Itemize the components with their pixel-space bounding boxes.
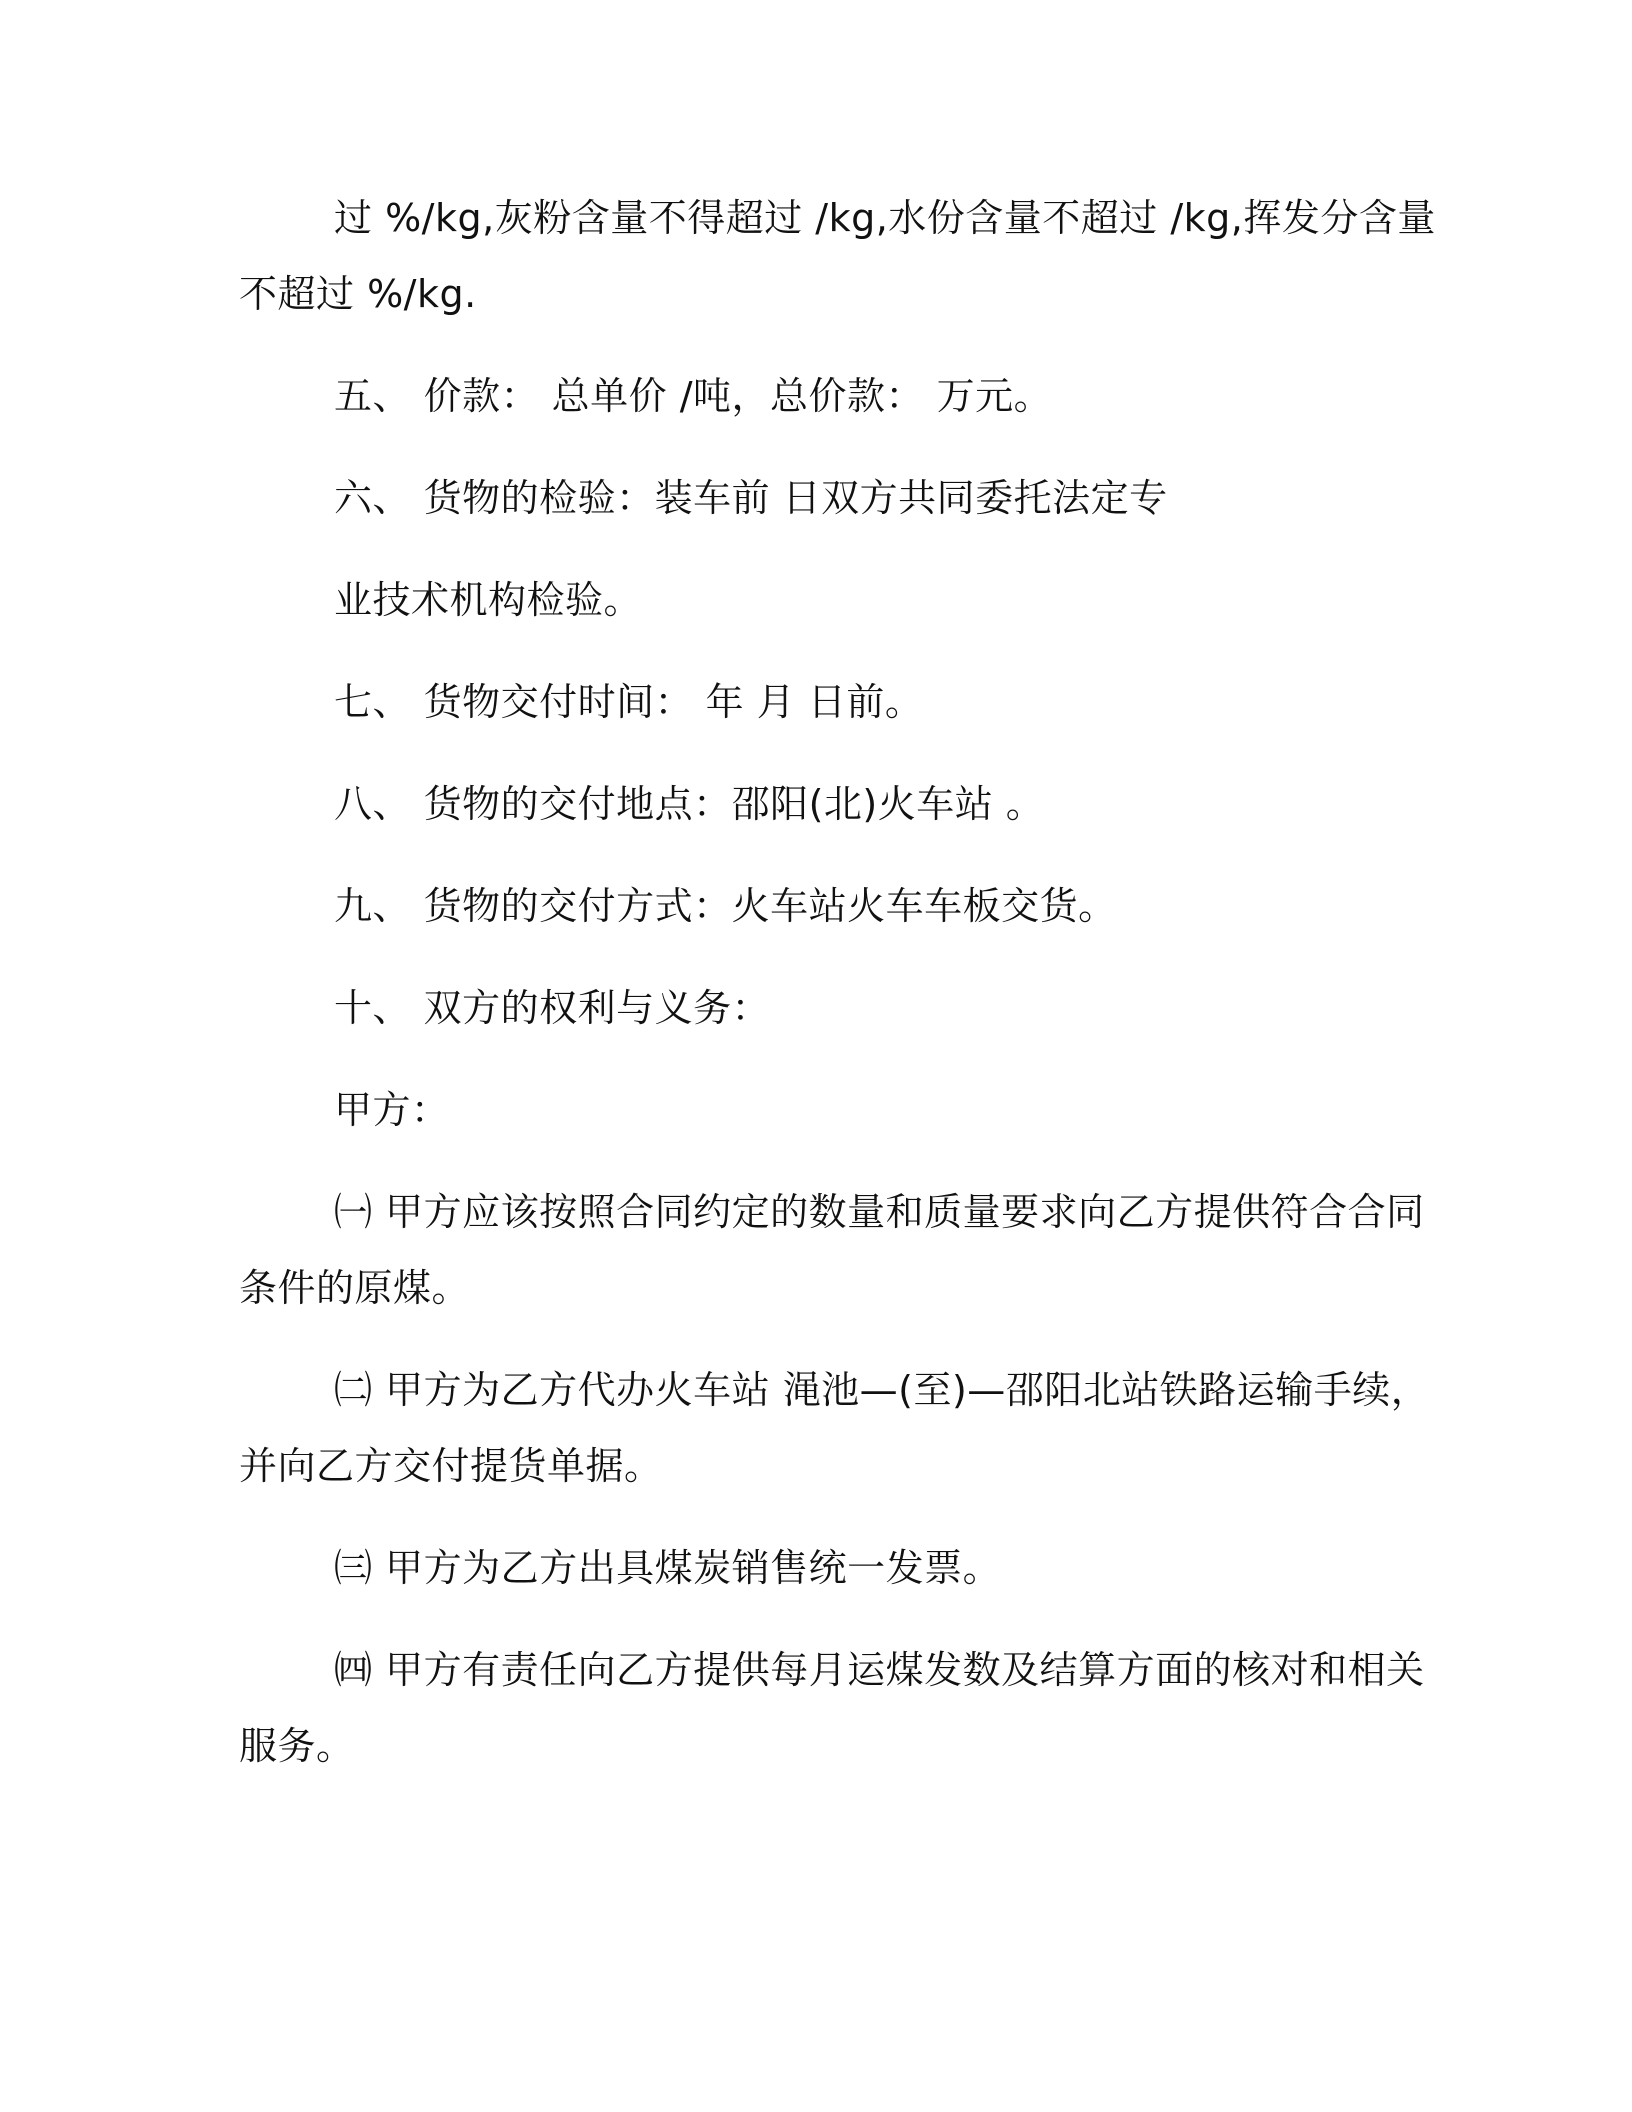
clause-6-inspection: 六、 货物的检验：装车前 日双方共同委托法定专 <box>334 476 1168 520</box>
party-a-item-4-line-1: ㈣ 甲方有责任向乙方提供每月运煤发数及结算方面的核对和相关 <box>334 1648 1425 1692</box>
party-a-item-1-line-2: 条件的原煤。 <box>239 1266 471 1310</box>
clause-7-delivery-time: 七、 货物交付时间： 年 月 日前。 <box>334 680 924 724</box>
clause-5-price: 五、 价款： 总单价 /吨，总价款： 万元。 <box>334 374 1053 418</box>
party-a-item-2-line-1: ㈡ 甲方为乙方代办火车站 渑池—(至)—邵阳北站铁路运输手续， <box>334 1368 1430 1412</box>
party-a-heading: 甲方： <box>334 1088 450 1132</box>
clause-6-inspection-continued: 业技术机构检验。 <box>334 578 643 622</box>
clause-9-delivery-method: 九、 货物的交付方式：火车站火车车板交货。 <box>334 884 1117 928</box>
clause-8-delivery-place: 八、 货物的交付地点：邵阳(北)火车站 。 <box>334 782 1045 826</box>
paragraph-quality-spec-line-1: 过 %/kg,灰粉含量不得超过 /kg,水份含量不超过 /kg,挥发分含量 <box>334 196 1436 240</box>
paragraph-quality-spec-line-2: 不超过 %/kg. <box>239 272 477 316</box>
party-a-item-4-line-2: 服务。 <box>239 1724 355 1768</box>
party-a-item-1-line-1: ㈠ 甲方应该按照合同约定的数量和质量要求向乙方提供符合合同 <box>334 1190 1425 1234</box>
party-a-item-3: ㈢ 甲方为乙方出具煤炭销售统一发票。 <box>334 1546 1002 1590</box>
clause-10-rights-obligations: 十、 双方的权利与义务： <box>334 986 771 1030</box>
party-a-item-2-line-2: 并向乙方交付提货单据。 <box>239 1444 663 1488</box>
